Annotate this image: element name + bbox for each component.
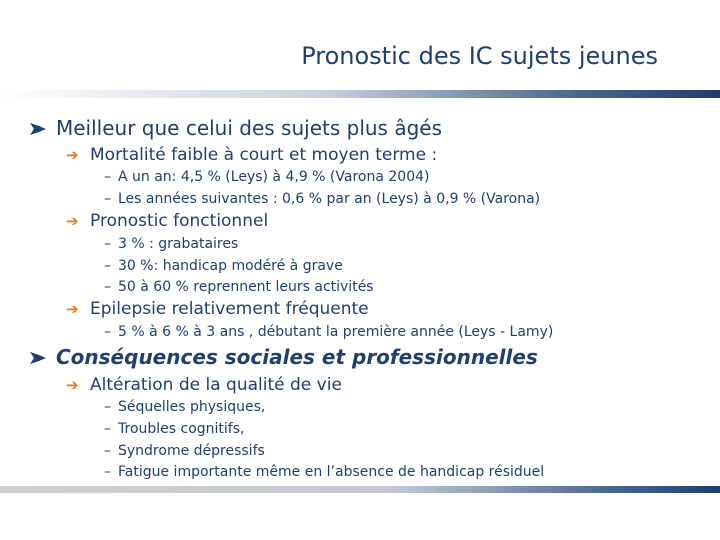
- ribbon-bullet-icon: [30, 122, 46, 136]
- orange-arrow-icon: ➔: [66, 212, 79, 230]
- sub-item: – Les années suivantes : 0,6 % par an (Leys) à 0,9 % (Varona): [104, 191, 541, 207]
- sub-item: – Troubles cognitifs,: [104, 421, 245, 437]
- sub-item: – 3 % : grabataires: [104, 236, 239, 252]
- list-item: ➔ Pronostic fonctionnel: [66, 211, 269, 231]
- list-item: ➔ Mortalité faible à court et moyen terme :: [66, 145, 438, 165]
- section-heading: Meilleur que celui des sujets plus âgés: [30, 116, 442, 140]
- sub-item: – A un an: 4,5 % (Leys) à 4,9 % (Varona 2004): [104, 169, 430, 185]
- orange-arrow-icon: ➔: [66, 376, 79, 394]
- sub-item: – 50 à 60 % reprennent leurs activités: [104, 279, 374, 295]
- slide-title: Pronostic des IC sujets jeunes: [301, 42, 658, 70]
- sub-item: – Fatigue importante même en l’absence de handicap résiduel: [104, 464, 545, 480]
- sub-item: – Syndrome dépressifs: [104, 443, 265, 459]
- sub-item: – Séquelles physiques,: [104, 399, 266, 415]
- list-item: ➔ Altération de la qualité de vie: [66, 375, 342, 395]
- orange-arrow-icon: ➔: [66, 146, 79, 164]
- sub-item: – 30 %: handicap modéré à grave: [104, 258, 343, 274]
- section-heading: Conséquences sociales et professionnelles: [30, 345, 538, 369]
- list-item: ➔ Epilepsie relativement fréquente: [66, 299, 369, 319]
- orange-arrow-icon: ➔: [66, 300, 79, 318]
- ribbon-bullet-icon: [30, 351, 46, 365]
- sub-item: – 5 % à 6 % à 3 ans , débutant la première année (Leys - Lamy): [104, 324, 554, 340]
- top-divider-bar: [0, 90, 720, 98]
- bottom-divider-bar: [0, 486, 720, 493]
